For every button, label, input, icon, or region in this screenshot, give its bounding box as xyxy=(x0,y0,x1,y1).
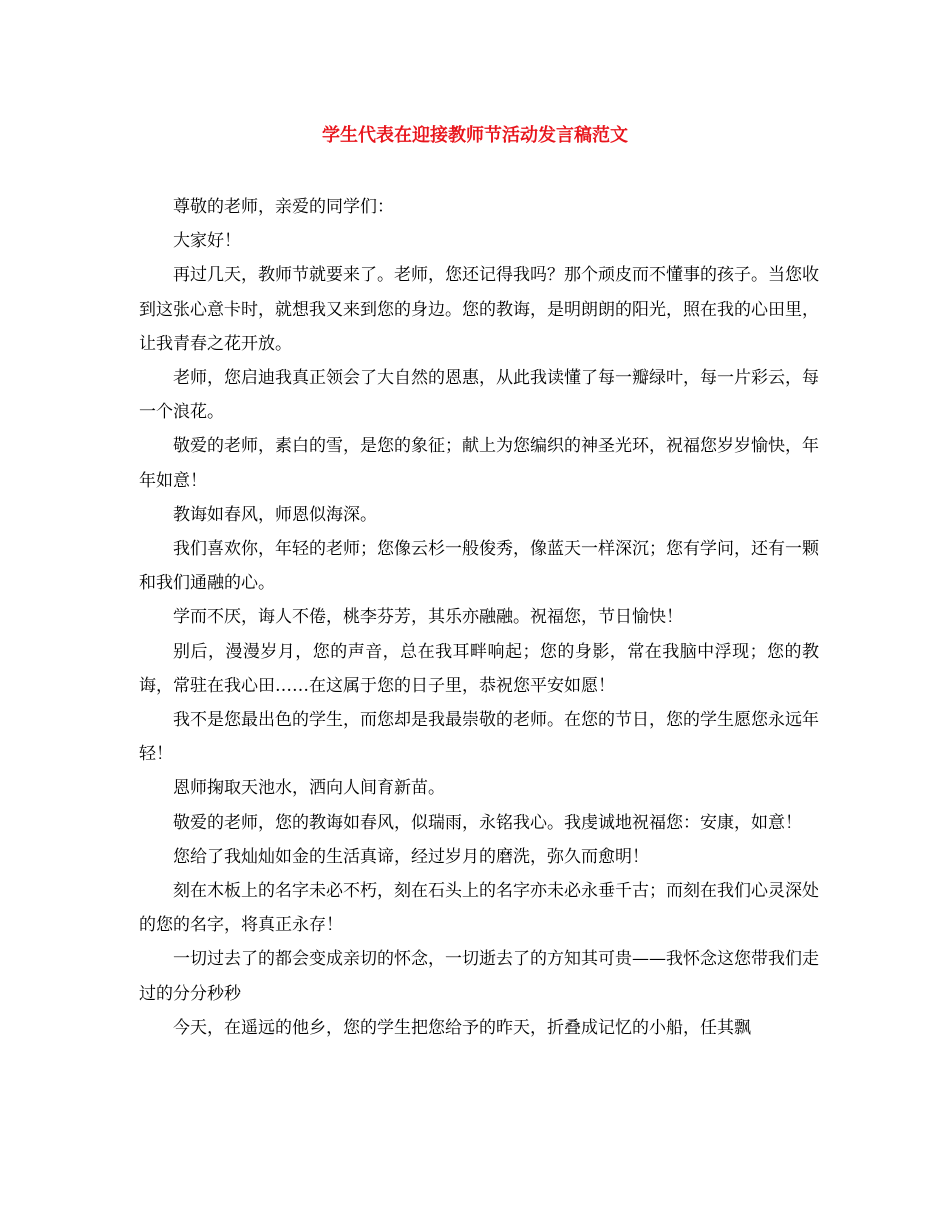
paragraph: 敬爱的老师，您的教诲如春风，似瑞雨，永铭我心。我虔诚地祝福您：安康，如意！ xyxy=(173,812,802,833)
paragraph: 您给了我灿灿如金的生活真谛，经过岁月的磨洗，弥久而愈明！ xyxy=(173,846,649,867)
document-body xyxy=(139,190,819,1045)
paragraph: 别后，漫漫岁月，您的声音，总在我耳畔响起；您的身影，常在我脑中浮现；您的教诲，常驻在我心田……在这属于您的日子里，恭祝您平安如愿！ xyxy=(139,641,819,696)
paragraph: 老师，您启迪我真正领会了大自然的恩惠，从此我读懂了每一瓣绿叶，每一片彩云，每一个浪花。 xyxy=(139,368,819,423)
paragraph: 教诲如春风，师恩似海深。 xyxy=(173,504,377,525)
paragraph: 再过几天，教师节就要来了。老师，您还记得我吗？那个顽皮而不懂事的孩子。当您收到这张心意卡时，就想我又来到您的身边。您的教诲，是明朗朗的阳光，照在我的心田里，让我青春之花开放。 xyxy=(139,265,819,354)
paragraph: 一切过去了的都会变成亲切的怀念，一切逝去了的方知其可贵——我怀念这您带我们走过的分分秒秒 xyxy=(139,949,819,1004)
paragraph: 尊敬的老师，亲爱的同学们： xyxy=(173,197,394,217)
paragraph: 我不是您最出色的学生，而您却是我最崇敬的老师。在您的节日，您的学生愿您永远年轻！ xyxy=(139,710,819,765)
paragraph: 我们喜欢你，年轻的老师；您像云杉一般俊秀，像蓝天一样深沉；您有学问，还有一颗和我们通融的心。 xyxy=(139,539,819,594)
paragraph: 学而不厌，诲人不倦，桃李芬芳，其乐亦融融。祝福您，节日愉快！ xyxy=(173,607,683,628)
paragraph: 敬爱的老师，素白的雪，是您的象征；献上为您编织的神圣光环，祝福您岁岁愉快，年年如意！ xyxy=(139,436,819,491)
paragraph: 今天，在遥远的他乡，您的学生把您给予的昨天，折叠成记忆的小船，任其飘 xyxy=(173,1017,751,1038)
document-title: 学生代表在迎接教师节活动发言稿范文 xyxy=(322,125,628,146)
paragraph: 恩师掬取天池水，洒向人间育新苗。 xyxy=(173,778,445,799)
paragraph: 刻在木板上的名字未必不朽，刻在石头上的名字亦未必永垂千古；而刻在我们心灵深处的您的名字，将真正永存！ xyxy=(139,881,819,936)
paragraph: 大家好！ xyxy=(173,231,241,252)
